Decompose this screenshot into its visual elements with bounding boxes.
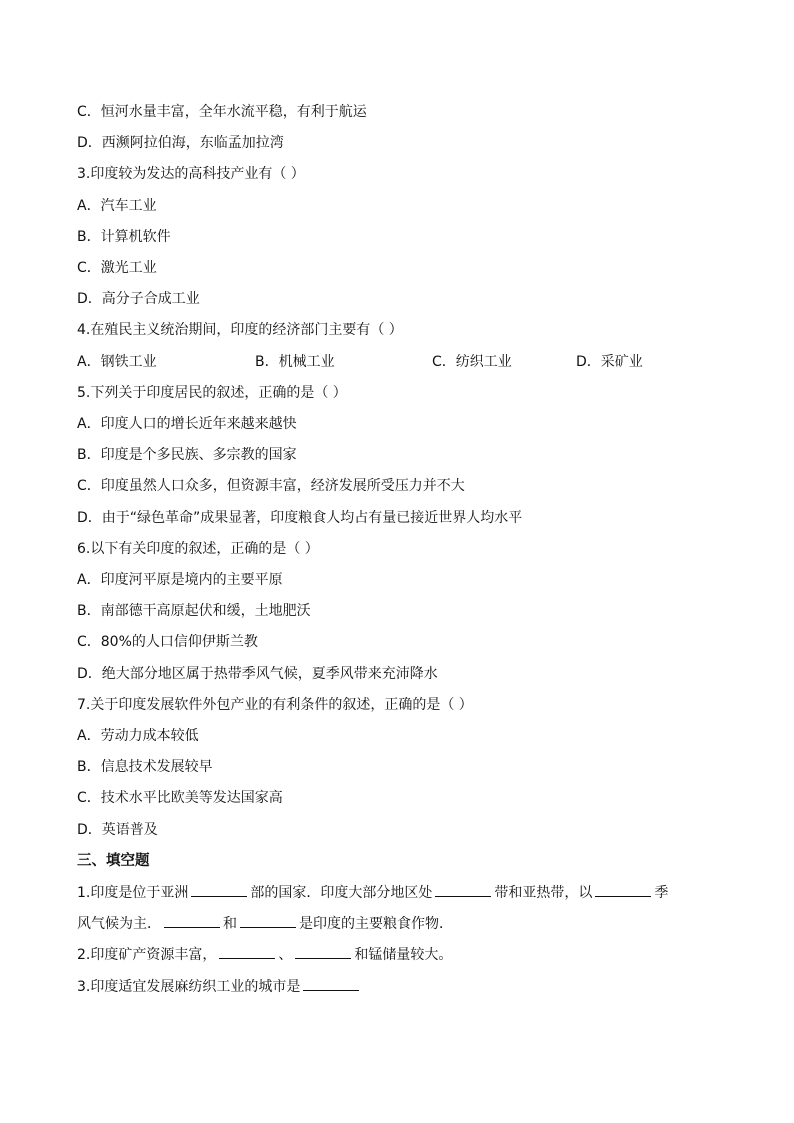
q7-stem: 7.关于印度发展软件外包产业的有利条件的叙述，正确的是（ ） <box>77 697 473 713</box>
q3-stem: 3.印度较为发达的高科技产业有（ ） <box>77 166 305 182</box>
q3-option-a: A．汽车工业 <box>77 198 157 214</box>
fill1-text-4: 季 <box>654 885 669 901</box>
q5-option-b: B．印度是个多民族、多宗教的国家 <box>77 447 297 463</box>
q4-option-d: D．采矿业 <box>576 354 643 370</box>
fill1-text-6: 和 <box>223 916 237 932</box>
fill1-text-5: 风气候为主． <box>77 916 161 932</box>
fill3-text-1: 3.印度适宜发展麻纺织工业的城市是 <box>77 979 301 995</box>
section-heading-fill-in: 三、填空题 <box>77 853 150 869</box>
answer-blank[interactable] <box>219 944 275 959</box>
answer-blank[interactable] <box>295 944 351 959</box>
q5-option-a: A．印度人口的增长近年来越来越快 <box>77 416 297 432</box>
q7-option-c: C．技术水平比欧美等发达国家高 <box>77 790 283 806</box>
fill-question-2 <box>77 944 452 965</box>
q6-stem: 6.以下有关印度的叙述，正确的是（ ） <box>77 541 319 557</box>
fill2-text-3: 和锰储量较大。 <box>354 947 453 963</box>
q7-option-b: B．信息技术发展较早 <box>77 759 213 775</box>
q7-option-a: A．劳动力成本较低 <box>77 728 199 744</box>
q3-option-c: C．激光工业 <box>77 260 157 276</box>
fill1-text-7: 是印度的主要粮食作物． <box>299 916 453 932</box>
q5-stem: 5.下列关于印度居民的叙述，正确的是（ ） <box>77 385 347 401</box>
fill2-text-1: 2.印度矿产资源丰富， <box>77 947 217 963</box>
answer-blank[interactable] <box>164 913 220 928</box>
answer-blank[interactable] <box>435 882 491 897</box>
q6-option-d: D．绝大部分地区属于热带季风气候，夏季风带来充沛降水 <box>77 666 438 682</box>
q2-option-d: D．西濒阿拉伯海，东临孟加拉湾 <box>77 135 284 151</box>
answer-blank[interactable] <box>303 976 359 991</box>
fill-question-1-line-1 <box>77 882 668 903</box>
answer-blank[interactable] <box>595 882 651 897</box>
answer-blank[interactable] <box>191 882 247 897</box>
q4-option-a: A．钢铁工业 <box>77 354 157 370</box>
q6-option-c: C．80%的人口信仰伊斯兰教 <box>77 634 258 650</box>
answer-blank[interactable] <box>240 913 296 928</box>
q6-option-a: A．印度河平原是境内的主要平原 <box>77 572 283 588</box>
q7-option-d: D．英语普及 <box>77 822 158 838</box>
q3-option-b: B．计算机软件 <box>77 229 171 245</box>
fill1-text-3: 带和亚热带，以 <box>494 885 593 901</box>
fill1-text-1: 1.印度是位于亚洲 <box>77 885 189 901</box>
q5-option-c: C．印度虽然人口众多，但资源丰富，经济发展所受压力并不大 <box>77 478 465 494</box>
q6-option-b: B．南部德干高原起伏和缓，土地肥沃 <box>77 603 311 619</box>
fill-question-1-line-2 <box>77 913 453 934</box>
q3-option-d: D．高分子合成工业 <box>77 291 200 307</box>
fill1-text-2: 部的国家．印度大部分地区处 <box>250 885 433 901</box>
fill-question-3 <box>77 976 362 997</box>
q4-option-c: C．纺织工业 <box>432 354 512 370</box>
q4-option-b: B．机械工业 <box>255 354 335 370</box>
q4-stem: 4.在殖民主义统治期间，印度的经济部门主要有（ ） <box>77 322 403 338</box>
q5-option-d: D．由于“绿色革命”成果显著，印度粮食人均占有量已接近世界人均水平 <box>77 510 523 526</box>
q2-option-c: C．恒河水量丰富，全年水流平稳，有利于航运 <box>77 104 367 120</box>
fill2-text-2: 、 <box>278 947 293 963</box>
